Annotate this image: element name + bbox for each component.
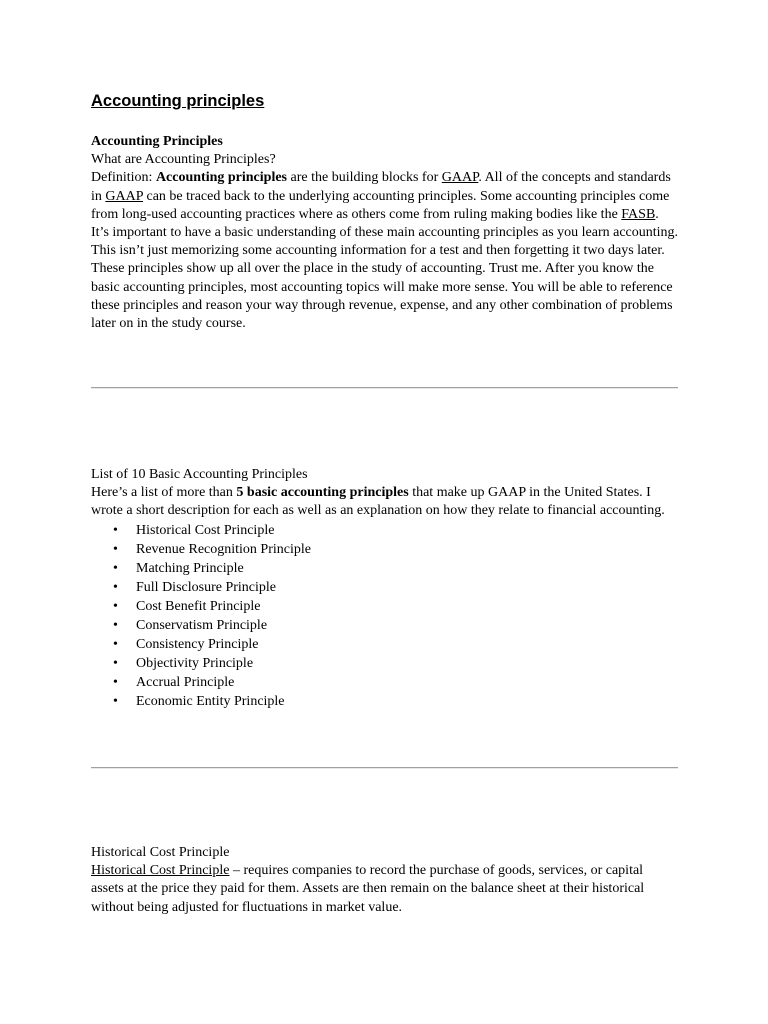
principles-list [91, 521, 679, 712]
bullet-icon: • [113, 656, 118, 672]
intro-question: What are Accounting Principles? [91, 152, 276, 168]
definition-label: Definition: [91, 170, 156, 186]
list-item-label: Matching Principle [136, 560, 244, 576]
bullet-icon: • [113, 598, 118, 614]
bullet-icon: • [113, 694, 118, 710]
intro-heading: Accounting Principles [91, 134, 223, 149]
list-item-label: Conservatism Principle [136, 618, 268, 634]
historical-cost-heading: Historical Cost Principle [91, 845, 230, 860]
fasb-link[interactable]: FASB [621, 206, 656, 222]
definition-text: are the building blocks for [287, 170, 442, 186]
bullet-icon: • [113, 560, 118, 576]
historical-cost-text: – requires companies to record the purchase of goods, services, or capital assets at the price they paid for them. Assets are then remain on the balance sheet at their historical without being adjusted for fluctuations in market value. [91, 863, 645, 915]
list-intro-text: that make up GAAP in the United States. I wrote a short description for each as well as an explanation on how they relate to financial accounting. [91, 485, 665, 519]
definition-text: . All of the concepts and standards in [91, 170, 671, 204]
list-intro-text: Here’s a list of more than [91, 485, 237, 501]
list-item [91, 673, 679, 692]
list-item [91, 654, 679, 673]
bullet-icon: • [113, 637, 118, 653]
horizontal-divider [91, 767, 678, 769]
list-item [91, 540, 679, 559]
list-item [91, 597, 679, 616]
bullet-icon: • [113, 522, 118, 538]
bullet-icon: • [113, 675, 118, 691]
list-intro-bold: 5 basic accounting principles [236, 485, 409, 501]
list-item-label: Economic Entity Principle [136, 694, 285, 710]
horizontal-divider [91, 387, 678, 389]
list-item [91, 616, 679, 635]
importance-paragraph: It’s important to have a basic understanding of these main accounting principles as you learn accounting. This isn’t just memorizing some accounting information for a test and then forgetting it two days later. These principles show up all over the place in the study of accounting. Trust me. After you know the basic accounting principles, most accounting topics will make more sense. You will be able to reference these principles and reason your way through revenue, expense, and any other combination of problems later on in the study course. [91, 225, 679, 332]
definition-paragraph [91, 169, 679, 224]
list-heading: List of 10 Basic Accounting Principles [91, 467, 308, 482]
historical-cost-link[interactable]: Historical Cost Principle [91, 863, 230, 879]
list-item [91, 578, 679, 597]
definition-term: Accounting principles [155, 170, 288, 186]
bullet-icon: • [113, 618, 118, 634]
bullet-icon: • [113, 541, 118, 557]
list-item-label: Objectivity Principle [136, 656, 254, 672]
list-item [91, 559, 679, 578]
list-item-label: Historical Cost Principle [136, 522, 275, 538]
list-item-label: Cost Benefit Principle [136, 598, 261, 614]
definition-text: can be traced back to the underlying accounting principles. Some accounting principles come from long-used accounting practices where as others come from ruling making bodies like the [91, 188, 670, 222]
intro-section [91, 133, 679, 333]
historical-cost-section [91, 844, 679, 917]
list-intro-paragraph [91, 484, 679, 520]
list-item [91, 521, 679, 540]
bullet-icon: • [113, 579, 118, 595]
list-item-label: Revenue Recognition Principle [136, 541, 311, 557]
list-item-label: Full Disclosure Principle [136, 579, 276, 595]
list-item [91, 692, 679, 711]
definition-text: . [655, 206, 659, 222]
document-title: Accounting principles [91, 92, 265, 110]
principles-list-section [91, 466, 679, 712]
list-item-label: Accrual Principle [136, 675, 235, 691]
historical-cost-paragraph [91, 862, 679, 917]
list-item-label: Consistency Principle [136, 637, 259, 653]
gaap-link[interactable]: GAAP [105, 188, 143, 204]
list-item [91, 635, 679, 654]
gaap-link[interactable]: GAAP [441, 170, 479, 186]
